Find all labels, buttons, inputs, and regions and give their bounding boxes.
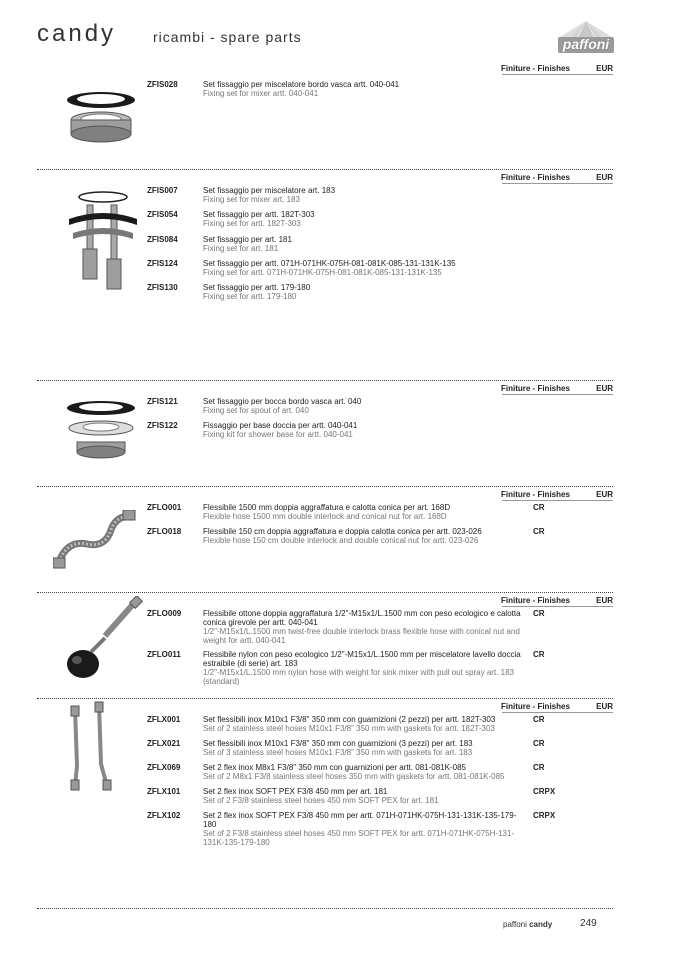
- column-header: Finiture - Finishes EUR: [501, 173, 613, 182]
- fixing-set-image: [65, 90, 137, 150]
- column-header: Finiture - Finishes EUR: [501, 64, 613, 73]
- header-rule: [502, 183, 613, 184]
- section-zfis-spout: Finiture - Finishes EUR ZFIS121 Set fissaggio per bocca bordo vasca art. 040 Fixing set for spout of art. 040 ZFIS122 Fissaggio per base doccia per artt. 040-041 Fixing kit for shower base for artt. 040-041: [37, 380, 613, 485]
- footer-separator: [37, 908, 613, 909]
- column-header: Finiture - Finishes EUR: [501, 384, 613, 393]
- spout-fixing-image: [65, 400, 137, 462]
- header-rule: [502, 500, 613, 501]
- flexible-hose-image: [53, 510, 137, 570]
- footer-brand: paffoni candy: [503, 920, 553, 929]
- fixing-rods-image: [65, 189, 141, 294]
- header-rule: [502, 606, 613, 607]
- dotted-separator: [37, 380, 613, 381]
- steel-hoses-image: [67, 700, 115, 792]
- dotted-separator: [37, 169, 613, 170]
- section-zfis028: Finiture - Finishes EUR ZFIS028 Set fissaggio per miscelatore bordo vasca artt. 040-041 Fixing set for mixer artt. 040-041: [37, 60, 613, 165]
- header-rule: [502, 74, 613, 75]
- column-header: Finiture - Finishes EUR: [501, 702, 613, 711]
- logo-wordmark: paffoni: [562, 36, 610, 52]
- header-rule: [502, 712, 613, 713]
- hose-weight-image: [57, 596, 143, 684]
- section-zflo-weight: Finiture - Finishes EUR ZFLO009 Flessibile ottone doppia aggraffatura 1/2"-M15x1/L.1500 mm con peso ecologico e calotta conica girevole per artt. 040-041 1/2"-M15x1/L.1500 mm twist-free double interlock brass flexible hose with conical nut and weight for artt. 040-041 CR ZFLO011 Flessibile nylon con peso ecologico 1/2"-M15x1/L.1500 mm per miscelatore lavello doccia estraibile (di serie) art. 183 1/2"-M15x1/L.1500 mm nylon hose with weight for sink mixer with pull out spray art. 183 (standard) CR: [37, 592, 613, 697]
- dotted-separator: [37, 698, 613, 699]
- dotted-separator: [37, 592, 613, 593]
- brand-title: candy: [37, 20, 117, 47]
- column-header: Finiture - Finishes EUR: [501, 490, 613, 499]
- section-zfis-mixer: Finiture - Finishes EUR ZFIS007 Set fissaggio per miscelatore art. 183 Fixing set for mixer art. 183 ZFIS054 Set fissaggio per artt. 182T-303 Fixing set for artt. 182T-303 ZFIS084 Set fissaggio per art. 181 Fixing set for art. 181 ZFIS124 Set fissaggio per artt. 071H-071HK-075H-081-081K-085-131-131K-135 Fixing set for artt. 071H-071HK-075H-081-081K-085-131-131K-135 ZFIS130 Set fissaggio per artt. 179-180 Fixing set for artt. 179-180: [37, 169, 613, 379]
- section-zflo-hose: Finiture - Finishes EUR ZFLO001 Flessibile 1500 mm doppia aggraffatura e calotta conica per art. 168D Flexible hose 1500 mm double interlock and conical nut for art. 168D CR ZFLO018 Flessibile 150 cm doppia aggraffatura e doppia calotta conica per artt. 023-026 Flexible hose 150 cm double interlock and double conical nut for artt. 023-026 CR: [37, 486, 613, 591]
- page-number: 249: [580, 918, 597, 929]
- section-zflx-steel: Finiture - Finishes EUR ZFLX001 Set flessibili inox M10x1 F3/8" 350 mm con guarnizioni (2 pezzi) per artt. 182T-303 Set of 2 stainless steel hoses M10x1 F3/8" 350 mm with gaskets for artt. 182T-303 CR ZFLX021 Set flessibili inox M10x1 F3/8" 350 mm con guarnizioni (3 pezzi) per art. 183 Set of 3 stainless steel hoses M10x1 F3/8" 350 mm with gaskets for art. 183 CR ZFLX069 Set 2 flex inox M8x1 F3/8" 350 mm con guarnizioni per artt. 081-081K-085 Set of 2 M8x1 F3/8 stainless steel hoses 350 mm with gaskets for artt. 081-081K-085 CR ZFLX101 Set 2 flex inox SOFT PEX F3/8 450 mm per art. 181 Set of 2 F3/8 stainless steel hoses 450 mm SOFT PEX for art. 181 CRPX ZFLX102 Set 2 flex inox SOFT PEX F3/8 450 mm per artt. 071H-071HK-075H-131-131K-135-179-180 Set of 2 F3/8 stainless steel hoses 450 mm SOFT PEX for artt. 071H-071HK-075H-131-131K-135-179-180 CRPX: [37, 698, 613, 903]
- column-header: Finiture - Finishes EUR: [501, 596, 613, 605]
- catalog-subtitle: ricambi - spare parts: [153, 29, 302, 45]
- dotted-separator: [37, 486, 613, 487]
- header-rule: [502, 394, 613, 395]
